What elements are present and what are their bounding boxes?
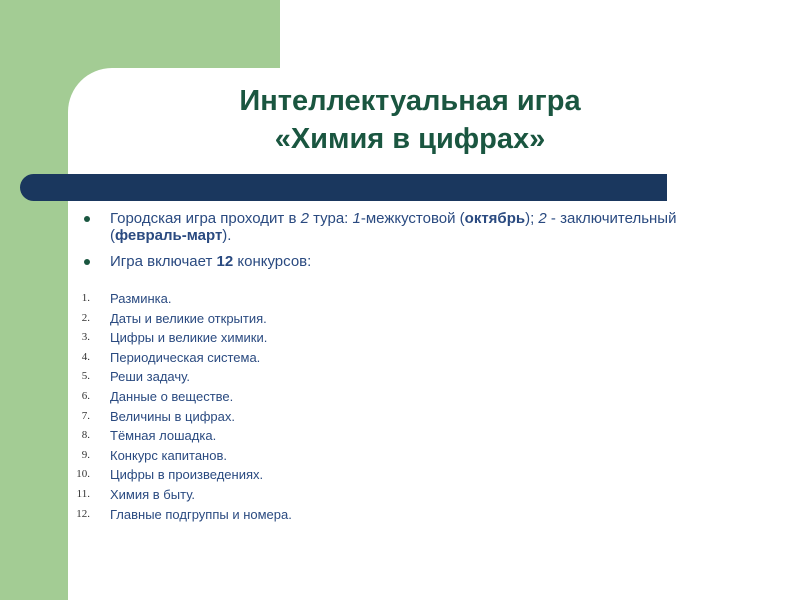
list-item: 11. Химия в быту. [76,486,196,502]
list-item: 12. Главные подгруппы и номера. [76,506,292,522]
bullet-rounds: Городская игра проходит в 2 тура: 1-межкустовой (октябрь); 2 - заключительный (февраль-март). [80,210,680,244]
list-item: 4. Периодическая система. [81,349,261,365]
list-item: 6. Данные о веществе. [81,388,234,404]
contest-list [40,289,640,524]
bullet-contest-count: Игра включает 12 конкурсов: [80,253,680,270]
info-bullets [80,210,680,279]
bullet-dot-icon [84,216,90,222]
list-item: 7. Величины в цифрах. [81,408,235,424]
list-item: 2. Даты и великие открытия. [81,310,267,326]
title-line-1: Интеллектуальная игра [239,85,581,117]
list-item: 8. Тёмная лошадка. [81,428,217,444]
bullet-dot-icon [84,259,90,265]
list-item: 5. Реши задачу. [81,369,190,385]
slide-title [110,82,710,158]
title-underline-bar [20,174,667,201]
title-line-2: «Химия в цифрах» [274,123,546,155]
list-item: 10. Цифры в произведениях. [76,467,264,483]
list-item: 1. Разминка. [81,291,172,306]
list-item: 9. Конкурс капитанов. [81,447,227,463]
list-item: 3. Цифры и великие химики. [81,330,268,346]
